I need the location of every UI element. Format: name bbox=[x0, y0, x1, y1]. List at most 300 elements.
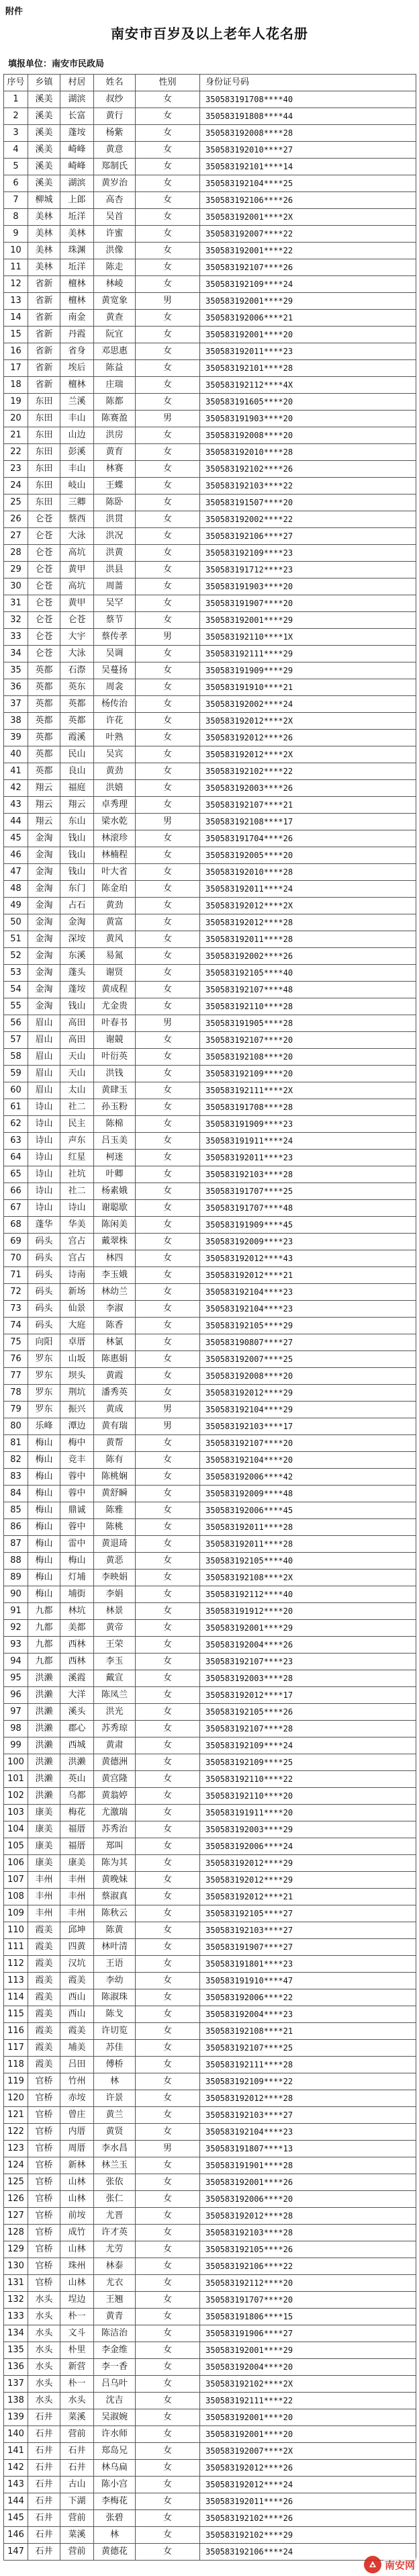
cell-name: 阮宜 bbox=[94, 327, 136, 343]
cell-id-number: 350583191507****20 bbox=[200, 495, 416, 511]
table-row bbox=[4, 2510, 416, 2527]
watermark-text: 南安网 bbox=[384, 2559, 415, 2571]
cell-gender: 女 bbox=[136, 1452, 200, 1469]
cell-index: 60 bbox=[4, 1082, 28, 1099]
cell-village: 西山 bbox=[60, 1989, 94, 2006]
cell-gender: 女 bbox=[136, 1973, 200, 1989]
cell-index: 112 bbox=[4, 1956, 28, 1973]
cell-village: 丰州 bbox=[60, 1889, 94, 1905]
cell-index: 12 bbox=[4, 276, 28, 293]
cell-gender: 女 bbox=[136, 1637, 200, 1654]
cell-village: 三卿 bbox=[60, 495, 94, 511]
cell-index: 26 bbox=[4, 511, 28, 528]
cell-town: 诗山 bbox=[28, 1116, 60, 1133]
cell-name: 叶卿 bbox=[94, 1166, 136, 1183]
cell-name: 尤劳 bbox=[94, 2241, 136, 2258]
cell-village: 英都 bbox=[60, 713, 94, 730]
table-row bbox=[4, 125, 416, 142]
cell-gender: 女 bbox=[136, 696, 200, 713]
cell-village: 山林 bbox=[60, 2191, 94, 2208]
cell-town: 仑苍 bbox=[28, 511, 60, 528]
cell-id-number: 350583191808****44 bbox=[200, 108, 416, 125]
table-row bbox=[4, 662, 416, 679]
table-row bbox=[4, 2023, 416, 2040]
cell-village: 诗山 bbox=[60, 1200, 94, 1217]
cell-index: 103 bbox=[4, 1805, 28, 1821]
cell-gender: 女 bbox=[136, 2544, 200, 2561]
table-row bbox=[4, 1737, 416, 1754]
cell-village: 石井 bbox=[60, 2443, 94, 2460]
cell-name: 黄翁婷 bbox=[94, 1788, 136, 1805]
cell-id-number: 350583191909****29 bbox=[200, 662, 416, 679]
site-logo-icon bbox=[364, 2556, 381, 2573]
cell-id-number: 350583192105****29 bbox=[200, 1318, 416, 1334]
cell-town: 眉山 bbox=[28, 1049, 60, 1066]
cell-name: 洪嬉 bbox=[94, 780, 136, 797]
cell-town: 罗东 bbox=[28, 1385, 60, 1402]
cell-village: 珠州 bbox=[60, 2258, 94, 2275]
cell-index: 14 bbox=[4, 310, 28, 327]
cell-index: 59 bbox=[4, 1066, 28, 1082]
cell-index: 88 bbox=[4, 1553, 28, 1570]
cell-gender: 男 bbox=[136, 1015, 200, 1032]
cell-gender: 女 bbox=[136, 1721, 200, 1737]
cell-gender: 女 bbox=[136, 310, 200, 327]
cell-name: 苏佳 bbox=[94, 2040, 136, 2057]
cell-gender: 女 bbox=[136, 2191, 200, 2208]
cell-id-number: 350583192111****29 bbox=[200, 646, 416, 662]
cell-name: 陈卧 bbox=[94, 495, 136, 511]
table-row bbox=[4, 2309, 416, 2325]
cell-name: 周衾 bbox=[94, 679, 136, 696]
cell-id-number: 350583192011****28 bbox=[200, 1536, 416, 1553]
cell-gender: 女 bbox=[136, 1183, 200, 1200]
cell-name: 黄霞 bbox=[94, 1368, 136, 1385]
cell-name: 黄德洲 bbox=[94, 1754, 136, 1771]
cell-id-number: 350583192011****23 bbox=[200, 1150, 416, 1166]
cell-name: 吴蔓扬 bbox=[94, 662, 136, 679]
cell-name: 杨素娥 bbox=[94, 1183, 136, 1200]
cell-gender: 女 bbox=[136, 914, 200, 931]
cell-village: 成竹 bbox=[60, 2225, 94, 2241]
cell-name: 李淑 bbox=[94, 1301, 136, 1318]
cell-index: 102 bbox=[4, 1788, 28, 1805]
cell-town: 乐峰 bbox=[28, 1418, 60, 1435]
cell-gender: 女 bbox=[136, 142, 200, 159]
cell-name: 许蜜 bbox=[94, 226, 136, 243]
cell-town: 省新 bbox=[28, 310, 60, 327]
cell-village: 赤垵 bbox=[60, 2090, 94, 2107]
cell-town: 霞美 bbox=[28, 2006, 60, 2023]
cell-village: 溪头 bbox=[60, 1704, 94, 1721]
cell-index: 108 bbox=[4, 1889, 28, 1905]
cell-index: 50 bbox=[4, 914, 28, 931]
cell-village: 坝头 bbox=[60, 1368, 94, 1385]
cell-index: 75 bbox=[4, 1334, 28, 1351]
table-row bbox=[4, 1469, 416, 1486]
cell-gender: 女 bbox=[136, 1099, 200, 1116]
cell-village: 新营 bbox=[60, 2359, 94, 2376]
cell-name: 易氮 bbox=[94, 948, 136, 965]
cell-index: 13 bbox=[4, 293, 28, 310]
cell-id-number: 350583192006****24 bbox=[200, 1838, 416, 1855]
site-watermark bbox=[364, 2556, 416, 2573]
cell-id-number: 350583192112****40 bbox=[200, 1586, 416, 1603]
cell-name: 戴翠株 bbox=[94, 1234, 136, 1250]
cell-town: 翔云 bbox=[28, 780, 60, 797]
cell-town: 霞美 bbox=[28, 1922, 60, 1939]
cell-name: 陈淑珠 bbox=[94, 1989, 136, 2006]
cell-index: 132 bbox=[4, 2292, 28, 2309]
cell-town: 洪濑 bbox=[28, 1754, 60, 1771]
cell-id-number: 350583192001****26 bbox=[200, 2174, 416, 2191]
cell-index: 36 bbox=[4, 679, 28, 696]
cell-name: 黄帝 bbox=[94, 1620, 136, 1637]
cell-name: 陈益 bbox=[94, 360, 136, 377]
cell-id-number: 350583192009****48 bbox=[200, 1486, 416, 1502]
cell-town: 官桥 bbox=[28, 2275, 60, 2292]
cell-index: 126 bbox=[4, 2191, 28, 2208]
cell-town: 梅山 bbox=[28, 1553, 60, 1570]
cell-village: 金淘 bbox=[60, 914, 94, 931]
cell-id-number: 350583192003****28 bbox=[200, 1670, 416, 1687]
cell-town: 官桥 bbox=[28, 2241, 60, 2258]
cell-village: 坵洋 bbox=[60, 209, 94, 226]
cell-id-number: 350583192004****20 bbox=[200, 2359, 416, 2376]
cell-gender: 女 bbox=[136, 2426, 200, 2443]
table-row bbox=[4, 1015, 416, 1032]
table-row bbox=[4, 1922, 416, 1939]
table-row bbox=[4, 1687, 416, 1704]
cell-gender: 女 bbox=[136, 2510, 200, 2527]
cell-name: 陈惠娟 bbox=[94, 1351, 136, 1368]
cell-village: 民主 bbox=[60, 1116, 94, 1133]
cell-name: 卓秀理 bbox=[94, 797, 136, 814]
cell-gender: 男 bbox=[136, 411, 200, 427]
cell-id-number: 350583191806****15 bbox=[200, 2309, 416, 2325]
cell-gender: 女 bbox=[136, 1301, 200, 1318]
table-row bbox=[4, 948, 416, 965]
cell-gender: 女 bbox=[136, 2241, 200, 2258]
cell-gender: 女 bbox=[136, 259, 200, 276]
cell-gender: 女 bbox=[136, 1989, 200, 2006]
table-row bbox=[4, 1721, 416, 1737]
cell-town: 仑苍 bbox=[28, 562, 60, 578]
cell-village: 鼎诚 bbox=[60, 1502, 94, 1519]
cell-gender: 女 bbox=[136, 1754, 200, 1771]
cell-index: 39 bbox=[4, 730, 28, 746]
cell-village: 兰溪 bbox=[60, 394, 94, 411]
cell-id-number: 350583192009****23 bbox=[200, 1234, 416, 1250]
table-row bbox=[4, 1301, 416, 1318]
cell-name: 林景 bbox=[94, 1603, 136, 1620]
header-id-number: 身份证号码 bbox=[200, 75, 416, 91]
cell-index: 29 bbox=[4, 562, 28, 578]
table-row bbox=[4, 2292, 416, 2309]
table-row bbox=[4, 1150, 416, 1166]
cell-village: 诗南 bbox=[60, 1267, 94, 1284]
cell-gender: 女 bbox=[136, 1351, 200, 1368]
cell-id-number: 350583192011****28 bbox=[200, 1519, 416, 1536]
table-row bbox=[4, 226, 416, 243]
table-row bbox=[4, 2124, 416, 2141]
cell-index: 54 bbox=[4, 982, 28, 998]
table-row bbox=[4, 1553, 416, 1570]
cell-gender: 女 bbox=[136, 1049, 200, 1066]
cell-town: 溪美 bbox=[28, 125, 60, 142]
cell-id-number: 350583192011****23 bbox=[200, 343, 416, 360]
cell-id-number: 350583192012****28 bbox=[200, 2208, 416, 2225]
table-row bbox=[4, 1351, 416, 1368]
cell-name: 戴宣 bbox=[94, 1670, 136, 1687]
cell-index: 15 bbox=[4, 327, 28, 343]
cell-town: 洪濑 bbox=[28, 1721, 60, 1737]
cell-name: 李娟 bbox=[94, 1586, 136, 1603]
cell-village: 营前 bbox=[60, 2426, 94, 2443]
cell-name: 林四 bbox=[94, 1250, 136, 1267]
table-row bbox=[4, 2460, 416, 2477]
cell-name: 林崚 bbox=[94, 276, 136, 293]
cell-gender: 女 bbox=[136, 1855, 200, 1872]
cell-village: 溪霞 bbox=[60, 1670, 94, 1687]
cell-index: 105 bbox=[4, 1838, 28, 1855]
cell-id-number: 350583192001****20 bbox=[200, 327, 416, 343]
cell-village: 岐山 bbox=[60, 478, 94, 495]
cell-id-number: 350583192007****22 bbox=[200, 226, 416, 243]
cell-id-number: 350583192104****23 bbox=[200, 1284, 416, 1301]
cell-gender: 女 bbox=[136, 377, 200, 394]
table-row bbox=[4, 1066, 416, 1082]
cell-town: 翔云 bbox=[28, 797, 60, 814]
cell-id-number: 350583192012****2X bbox=[200, 713, 416, 730]
cell-name: 沈吉 bbox=[94, 2393, 136, 2409]
table-row bbox=[4, 1082, 416, 1099]
table-row bbox=[4, 746, 416, 763]
table-row bbox=[4, 175, 416, 192]
cell-gender: 女 bbox=[136, 2107, 200, 2124]
cell-index: 133 bbox=[4, 2309, 28, 2325]
cell-id-number: 350583192010****27 bbox=[200, 142, 416, 159]
cell-town: 石井 bbox=[28, 2426, 60, 2443]
table-row bbox=[4, 1973, 416, 1989]
cell-town: 官桥 bbox=[28, 2107, 60, 2124]
cell-gender: 女 bbox=[136, 2073, 200, 2090]
table-row bbox=[4, 2006, 416, 2023]
centenarian-table bbox=[3, 74, 416, 2561]
cell-village: 菜溪 bbox=[60, 2527, 94, 2544]
cell-town: 霞美 bbox=[28, 2023, 60, 2040]
cell-town: 康美 bbox=[28, 1855, 60, 1872]
cell-village: 大泳 bbox=[60, 528, 94, 545]
cell-town: 码头 bbox=[28, 1318, 60, 1334]
cell-id-number: 350583192104****20 bbox=[200, 1452, 416, 1469]
cell-town: 金淘 bbox=[28, 914, 60, 931]
cell-gender: 女 bbox=[136, 478, 200, 495]
cell-gender: 女 bbox=[136, 595, 200, 612]
cell-gender: 女 bbox=[136, 461, 200, 478]
table-row bbox=[4, 898, 416, 914]
cell-gender: 女 bbox=[136, 646, 200, 662]
table-row bbox=[4, 2325, 416, 2342]
cell-village: 山林 bbox=[60, 2241, 94, 2258]
cell-town: 九都 bbox=[28, 1654, 60, 1670]
cell-village: 西林 bbox=[60, 1654, 94, 1670]
cell-gender: 女 bbox=[136, 1385, 200, 1402]
cell-gender: 女 bbox=[136, 2409, 200, 2426]
cell-name: 陈黄 bbox=[94, 1922, 136, 1939]
cell-name: 李幼 bbox=[94, 1973, 136, 1989]
table-row bbox=[4, 730, 416, 746]
cell-id-number: 350583192106****26 bbox=[200, 192, 416, 209]
cell-town: 金淘 bbox=[28, 898, 60, 914]
cell-index: 31 bbox=[4, 595, 28, 612]
cell-id-number: 350583192008****28 bbox=[200, 125, 416, 142]
cell-id-number: 350583192107****25 bbox=[200, 2040, 416, 2057]
cell-index: 35 bbox=[4, 662, 28, 679]
cell-index: 86 bbox=[4, 1519, 28, 1536]
cell-index: 64 bbox=[4, 1150, 28, 1166]
cell-gender: 女 bbox=[136, 881, 200, 898]
table-row bbox=[4, 1250, 416, 1267]
cell-id-number: 350583192104****23 bbox=[200, 1301, 416, 1318]
cell-index: 22 bbox=[4, 444, 28, 461]
cell-name: 黄肆玉 bbox=[94, 1082, 136, 1099]
cell-gender: 女 bbox=[136, 1116, 200, 1133]
table-row bbox=[4, 2409, 416, 2426]
cell-gender: 女 bbox=[136, 948, 200, 965]
cell-index: 56 bbox=[4, 1015, 28, 1032]
table-row bbox=[4, 1133, 416, 1150]
cell-town: 官桥 bbox=[28, 2157, 60, 2174]
cell-id-number: 350583192008****20 bbox=[200, 1368, 416, 1385]
cell-town: 水头 bbox=[28, 2342, 60, 2359]
table-row bbox=[4, 780, 416, 797]
cell-id-number: 350583192006****42 bbox=[200, 1469, 416, 1486]
table-row bbox=[4, 998, 416, 1015]
cell-village: 邱坤 bbox=[60, 1922, 94, 1939]
cell-village: 营前 bbox=[60, 2510, 94, 2527]
table-row bbox=[4, 931, 416, 948]
cell-village: 高坑 bbox=[60, 578, 94, 595]
cell-town: 美林 bbox=[28, 243, 60, 259]
cell-name: 林泰 bbox=[94, 2258, 136, 2275]
cell-name: 黄宫隆 bbox=[94, 1771, 136, 1788]
cell-id-number: 350583192105****26 bbox=[200, 2241, 416, 2258]
cell-village: 美都 bbox=[60, 1620, 94, 1637]
cell-gender: 女 bbox=[136, 343, 200, 360]
cell-gender: 女 bbox=[136, 1570, 200, 1586]
cell-name: 黄晚妹 bbox=[94, 1872, 136, 1889]
attachment-label: 附件 bbox=[5, 7, 24, 17]
cell-town: 柳城 bbox=[28, 192, 60, 209]
cell-name: 王翘 bbox=[94, 2292, 136, 2309]
cell-village: 西山 bbox=[60, 2006, 94, 2023]
cell-village: 石漈 bbox=[60, 662, 94, 679]
cell-gender: 女 bbox=[136, 2057, 200, 2073]
cell-name: 林赛 bbox=[94, 461, 136, 478]
table-row bbox=[4, 394, 416, 411]
cell-name: 叶衍英 bbox=[94, 1049, 136, 1066]
cell-id-number: 350583192007****25 bbox=[200, 1351, 416, 1368]
table-row bbox=[4, 310, 416, 327]
cell-village: 宫占 bbox=[60, 1234, 94, 1250]
cell-town: 丰州 bbox=[28, 1905, 60, 1922]
cell-index: 91 bbox=[4, 1603, 28, 1620]
table-row bbox=[4, 1049, 416, 1066]
cell-town: 金淘 bbox=[28, 965, 60, 982]
cell-index: 125 bbox=[4, 2174, 28, 2191]
cell-gender: 女 bbox=[136, 1586, 200, 1603]
cell-index: 139 bbox=[4, 2409, 28, 2426]
cell-gender: 男 bbox=[136, 1418, 200, 1435]
cell-village: 崎峰 bbox=[60, 159, 94, 175]
table-row bbox=[4, 1754, 416, 1771]
cell-village: 梅花 bbox=[60, 1805, 94, 1821]
cell-id-number: 350583191911****20 bbox=[200, 1805, 416, 1821]
cell-id-number: 350583191807****13 bbox=[200, 2141, 416, 2157]
cell-gender: 女 bbox=[136, 1066, 200, 1082]
table-row bbox=[4, 192, 416, 209]
cell-name: 黄青 bbox=[94, 2309, 136, 2325]
cell-name: 尤金贵 bbox=[94, 998, 136, 1015]
cell-name: 尤晋 bbox=[94, 2208, 136, 2225]
cell-village: 东门 bbox=[60, 881, 94, 898]
cell-village: 丰州 bbox=[60, 1905, 94, 1922]
cell-name: 谢競 bbox=[94, 1032, 136, 1049]
cell-name: 潘秀英 bbox=[94, 1385, 136, 1402]
table-row bbox=[4, 1788, 416, 1805]
cell-village: 下湖 bbox=[60, 2493, 94, 2510]
cell-town: 金淘 bbox=[28, 948, 60, 965]
cell-town: 金淘 bbox=[28, 847, 60, 864]
cell-id-number: 350583191707****48 bbox=[200, 1200, 416, 1217]
cell-id-number: 350583192108****20 bbox=[200, 1049, 416, 1066]
cell-town: 洪濑 bbox=[28, 1771, 60, 1788]
cell-gender: 女 bbox=[136, 713, 200, 730]
cell-index: 2 bbox=[4, 108, 28, 125]
table-row bbox=[4, 1032, 416, 1049]
cell-village: 乌都 bbox=[60, 1788, 94, 1805]
cell-index: 6 bbox=[4, 175, 28, 192]
cell-index: 11 bbox=[4, 259, 28, 276]
cell-id-number: 350583192105****26 bbox=[200, 1704, 416, 1721]
cell-town: 仑苍 bbox=[28, 612, 60, 629]
cell-town: 金淘 bbox=[28, 864, 60, 881]
cell-village: 蓬垵 bbox=[60, 982, 94, 998]
cell-town: 石井 bbox=[28, 2510, 60, 2527]
table-row bbox=[4, 914, 416, 931]
cell-id-number: 350583191911****24 bbox=[200, 1133, 416, 1150]
cell-name: 李梅花 bbox=[94, 2493, 136, 2510]
table-row bbox=[4, 797, 416, 814]
cell-name: 蔡淑真 bbox=[94, 1889, 136, 1905]
cell-gender: 女 bbox=[136, 1486, 200, 1502]
cell-town: 眉山 bbox=[28, 1066, 60, 1082]
table-row bbox=[4, 2208, 416, 2225]
cell-town: 美林 bbox=[28, 226, 60, 243]
table-row bbox=[4, 1267, 416, 1284]
cell-town: 官桥 bbox=[28, 2124, 60, 2141]
cell-town: 梅山 bbox=[28, 1519, 60, 1536]
cell-town: 丰州 bbox=[28, 1889, 60, 1905]
table-row bbox=[4, 847, 416, 864]
cell-index: 80 bbox=[4, 1418, 28, 1435]
cell-town: 官桥 bbox=[28, 2073, 60, 2090]
cell-village: 上郎 bbox=[60, 192, 94, 209]
cell-name: 陈秋云 bbox=[94, 1905, 136, 1922]
cell-name: 杨紫 bbox=[94, 125, 136, 142]
cell-name: 吴调 bbox=[94, 646, 136, 662]
